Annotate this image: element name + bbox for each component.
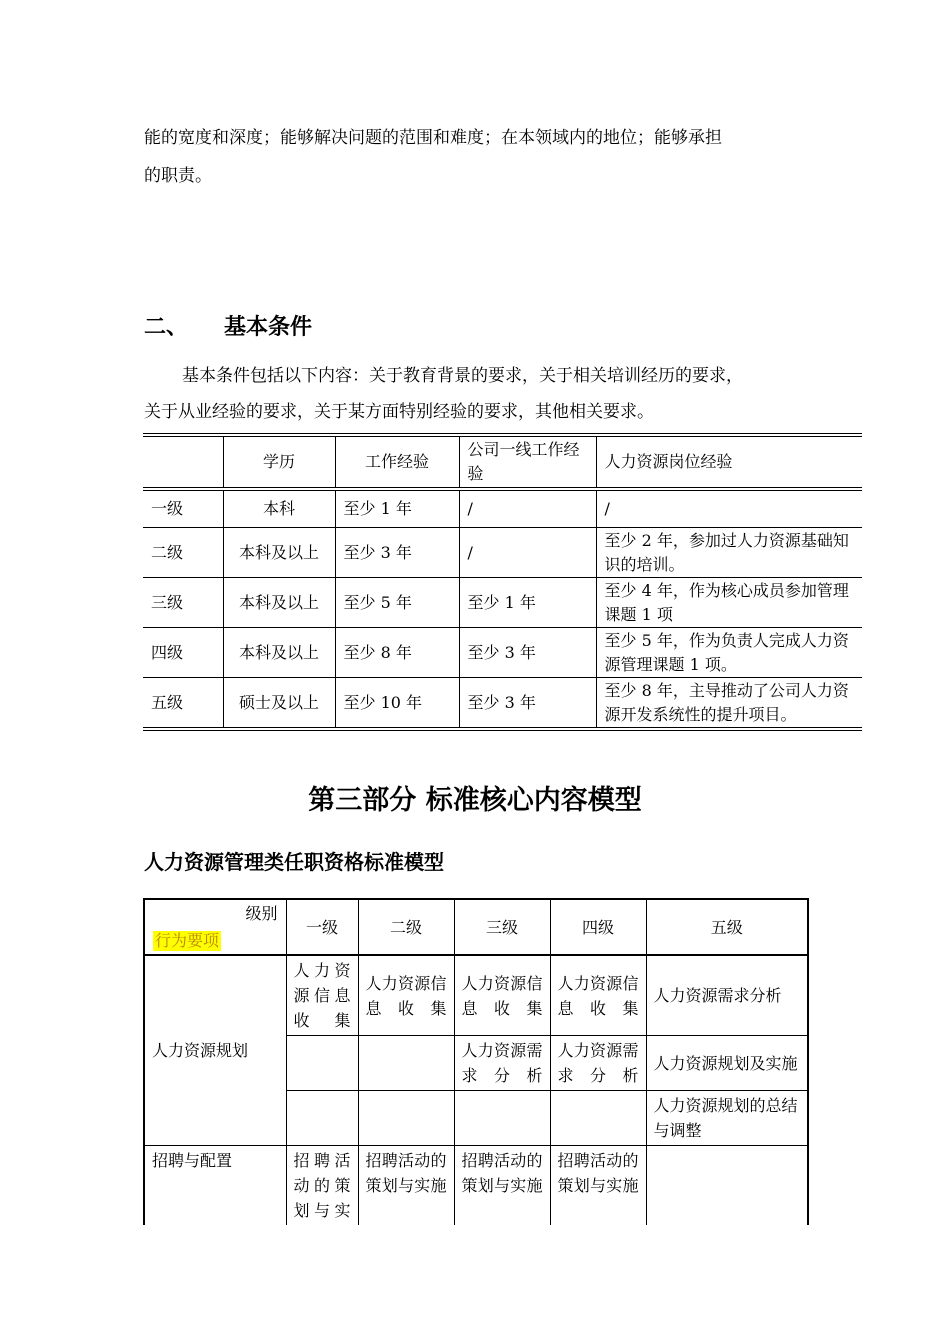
table-cell: 至少 10 年: [335, 678, 459, 730]
table-cell: 人力资源规划的总结与调整: [646, 1091, 808, 1146]
header-cell: 工作经验: [335, 435, 459, 489]
table-cell: [358, 1091, 454, 1146]
table-row: [144, 1146, 808, 1226]
table-cell: 至少 5 年，作为负责人完成人力资源管理课题 1 项。: [596, 628, 862, 678]
table-cell: 至少 4 年，作为核心成员参加管理课题 1 项: [596, 578, 862, 628]
level-header: 一级: [286, 899, 358, 955]
category-label: 人力资源规划: [144, 955, 286, 1146]
section-para-line-1: 基本条件包括以下内容：关于教育背景的要求，关于相关培训经历的要求，: [182, 366, 743, 386]
table-cell: 本科及以上: [223, 628, 335, 678]
table-cell: /: [596, 489, 862, 528]
table-cell: 至少 2 年，参加过人力资源基础知识的培训。: [596, 528, 862, 578]
table-cell: 人力资源规划及实施: [646, 1036, 808, 1091]
header-cell: 学历: [223, 435, 335, 489]
table-cell: 人力资源需求分析: [646, 955, 808, 1036]
intro-line-2: 的职责。: [144, 166, 212, 186]
section-para-line-2: 关于从业经验的要求，关于某方面特别经验的要求，其他相关要求。: [144, 402, 654, 422]
table-cell: [646, 1146, 808, 1226]
table-row: [143, 528, 862, 578]
table-cell: 招聘活动的策划与实施: [550, 1146, 646, 1226]
table-cell: [286, 1036, 358, 1091]
corner-level-label: 级别: [245, 904, 278, 923]
table-cell: 至少 8 年，主导推动了公司人力资源开发系统性的提升项目。: [596, 678, 862, 730]
table-row: [143, 678, 862, 730]
intro-line-1: 能的宽度和深度；能够解决问题的范围和难度；在本领域内的地位；能够承担: [144, 128, 722, 148]
table-cell: [358, 1036, 454, 1091]
table-row: [143, 489, 862, 528]
table-cell: 一级: [143, 489, 223, 528]
section-heading: [144, 310, 312, 341]
table-cell: 至少 8 年: [335, 628, 459, 678]
table-cell: 招聘活动的策划与实施: [454, 1146, 550, 1226]
table-cell: /: [459, 489, 596, 528]
level-header: 四级: [550, 899, 646, 955]
table-cell: 硕士及以上: [223, 678, 335, 730]
table-cell: 至少 1 年: [335, 489, 459, 528]
table-row: [143, 628, 862, 678]
table-cell: 人力资源需求分析: [454, 1036, 550, 1091]
table-row: [144, 955, 808, 1036]
table-cell: 四级: [143, 628, 223, 678]
table-header-row: [143, 435, 862, 489]
table-cell: 人力资源需求分析: [550, 1036, 646, 1091]
header-cell: 人力资源岗位经验: [596, 435, 862, 489]
section-title: 基本条件: [224, 315, 313, 340]
header-cell: [143, 435, 223, 489]
table-cell: 人力资源信息收集: [358, 955, 454, 1036]
level-header: 五级: [646, 899, 808, 955]
table-cell: 人力资源信息收集: [550, 955, 646, 1036]
hr-model-table: [143, 898, 809, 1225]
model-title: 人力资源管理类任职资格标准模型: [144, 850, 444, 874]
table-cell: [286, 1091, 358, 1146]
table-cell: 本科及以上: [223, 528, 335, 578]
level-header: 二级: [358, 899, 454, 955]
table-cell: 招聘活动的策划与实: [286, 1146, 358, 1226]
table-cell: 至少 5 年: [335, 578, 459, 628]
table-cell: 至少 3 年: [459, 678, 596, 730]
part-title: 第三部分 标准核心内容模型: [308, 785, 642, 816]
table-cell: 二级: [143, 528, 223, 578]
table-cell: 招聘活动的策划与实施: [358, 1146, 454, 1226]
table-cell: 至少 1 年: [459, 578, 596, 628]
corner-item-label: 行为要项: [155, 931, 220, 950]
table-cell: 三级: [143, 578, 223, 628]
table-cell: 本科: [223, 489, 335, 528]
corner-header-cell: [144, 899, 286, 955]
table-cell: 五级: [143, 678, 223, 730]
table-cell: 本科及以上: [223, 578, 335, 628]
table-cell: 人力资源信息收集: [286, 955, 358, 1036]
level-header: 三级: [454, 899, 550, 955]
table-cell: [454, 1091, 550, 1146]
table-cell: /: [459, 528, 596, 578]
basic-conditions-table: [143, 433, 862, 731]
header-cell: 公司一线工作经验: [459, 435, 596, 489]
category-label: 招聘与配置: [144, 1146, 286, 1226]
table-row: [143, 578, 862, 628]
table-cell: 至少 3 年: [335, 528, 459, 578]
table-cell: 人力资源信息收集: [454, 955, 550, 1036]
section-number: 二、: [144, 315, 189, 340]
table-header-row: [144, 899, 808, 955]
table-cell: [550, 1091, 646, 1146]
table-cell: 至少 3 年: [459, 628, 596, 678]
